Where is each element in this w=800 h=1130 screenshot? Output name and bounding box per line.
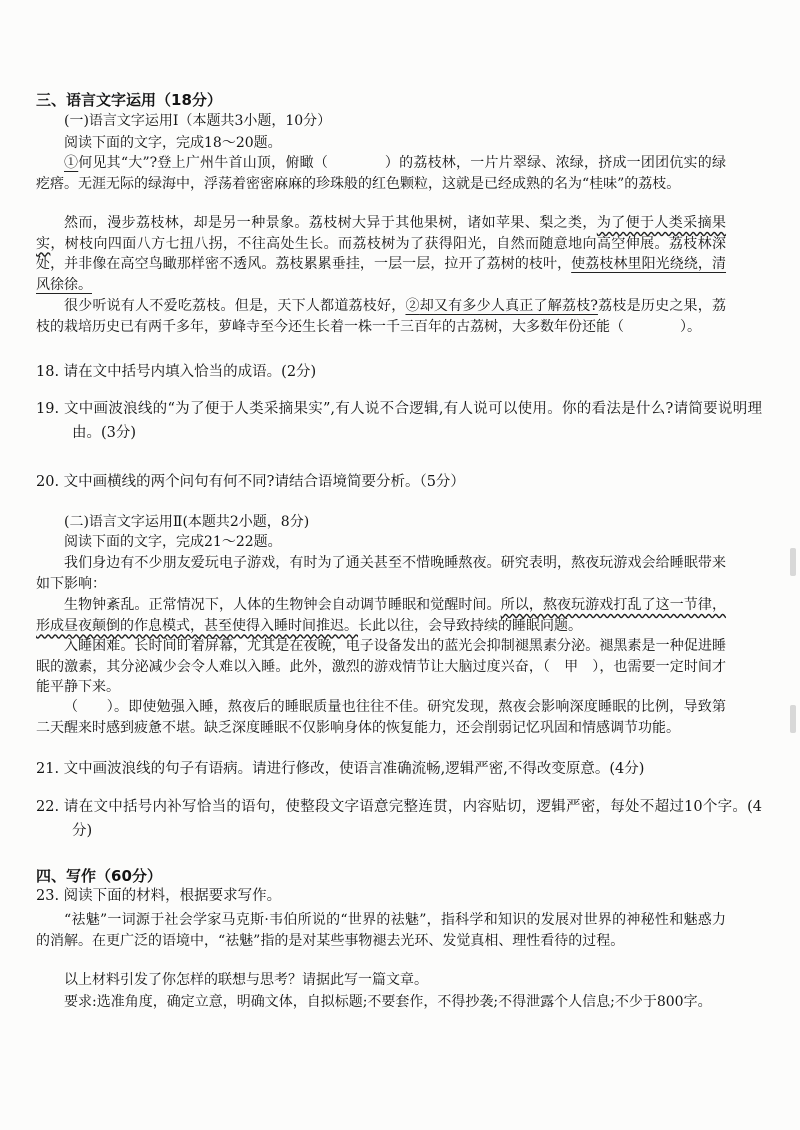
- part2-p2-before: 生物钟紊乱。正常情况下，人体的生物钟会自动调节睡眠和觉醒时间。: [64, 597, 501, 613]
- part1-p2-before: 然而，漫步荔枝林，却是另一种景象。荔枝树大异于其他果树，诸如苹果、梨之类，: [64, 215, 597, 231]
- marker-1-underlined: [64, 155, 78, 171]
- part1-p2-after: ，树枝向四面八方七扭八拐，不往高处生长。而荔枝树为了获得阳光，自然而随意地向高空伸展。荔枝林深处，并非像在高空鸟瞰那样密不透风。荔枝累累垂挂，一层一层，拉开了荔树的枝叶，: [36, 235, 727, 272]
- part1-paragraph-2: [36, 213, 726, 295]
- underlined-question-2: [405, 298, 597, 314]
- part2-paragraph-1: 我们身边有不少朋友爱玩电子游戏，有时为了通关甚至不惜晚睡熬夜。研究表明，熬夜玩游戏会给睡眠带来如下影响：: [36, 555, 726, 592]
- writing-prompt: 以上材料引发了你怎样的联想与思考？请据此写一篇文章。: [64, 972, 428, 988]
- part1-paragraph-1: [36, 153, 726, 194]
- part2-p2-after: 长此以往，会导致持续的睡眠问题。: [358, 617, 582, 634]
- wavy-sentence-21: 所以，熬夜玩游戏打乱了这一节律，形成昼夜颠倒的作息模式，甚至使得入睡时间推迟。: [36, 597, 727, 634]
- wavy-phrase-1: 为了便于人类采摘果实: [36, 215, 727, 252]
- question-19: 19. 文中画波浪线的“为了便于人类采摘果实”,有人说不合逻辑,有人说可以使用。你的看法是什么?请简要说明理由。(3分): [36, 401, 762, 441]
- section4-heading: 四、写作（60分）: [36, 867, 162, 885]
- marker-2: ②: [405, 298, 420, 314]
- question-18: 18. 请在文中括号内填入恰当的成语。(2分): [36, 364, 317, 380]
- question-21: 21. 文中画波浪线的句子有语病。请进行修改，使语言准确流畅,逻辑严密,不得改变原意。(4分): [36, 761, 645, 777]
- part1-title: (一)语言文字运用Ⅰ（本题共3小题，10分）: [64, 113, 332, 129]
- writing-material: “祛魅”一词源于社会学家马克斯·韦伯所说的“世界的祛魅”，指科学和知识的发展对世界的神秘性和魅惑力的消解。在更广泛的语境中，“祛魅”指的是对某些事物褪去光环、发觉真相、理性看待的过程。: [36, 912, 726, 949]
- part2-title: (二)语言文字运用Ⅱ(本题共2小题，8分): [64, 514, 310, 530]
- part1-p3-before: 很少听说有人不爱吃荔枝。但是，天下人都道荔枝好，: [64, 298, 406, 314]
- underlined-sentence-p2: 使荔枝林里阳光绕绕，清风徐徐。: [36, 256, 727, 293]
- underlined-question-2-text: 却又有多少人真正了解荔枝?: [419, 298, 598, 314]
- question-20: 20. 文中画横线的两个问句有何不同?请结合语境简要分析。（5分）: [36, 474, 465, 490]
- part2-instruction: 阅读下面的文字，完成21～22题。: [64, 534, 282, 550]
- binding-mark: [790, 548, 796, 576]
- question-23: 23. 阅读下面的材料，根据要求写作。: [36, 888, 282, 904]
- part2-paragraph-4: （ ）。即使勉强入睡，熬夜后的睡眠质量也往往不佳。研究发现，熬夜会影响深度睡眠的比例，导致第二天醒来时感到疲惫不堪。缺乏深度睡眠不仅影响身体的恢复能力，还会削弱记忆巩固和情感调节功能。: [36, 699, 726, 736]
- part1-p3-after: 荔枝是历史之果，荔枝的栽培历史已有两千多年，萝峰寺至今还生长着一株一千三百年的古荔树，大多数年份还能（ ）。: [36, 298, 727, 335]
- section3-heading: 三、语言文字运用（18分）: [36, 91, 222, 109]
- marker-1: ①: [64, 155, 79, 171]
- part2-paragraph-2: [36, 595, 726, 636]
- part2-paragraph-3: 入睡困难。长时间盯着屏幕，尤其是在夜晚，电子设备发出的蓝光会抑制褪黑素分泌。褪黑素是一种促进睡眠的激素，其分泌减少会令人难以入睡。此外，激烈的游戏情节让大脑过度兴奋，（ 甲 ），也需要一定时间才能平静下来。: [36, 638, 726, 695]
- part1-instruction: 阅读下面的文字，完成18～20题。: [64, 135, 282, 151]
- binding-mark: [790, 705, 796, 733]
- part1-p1-text: 何见其“大”?登上广州牛首山顶，俯瞰（ ）的荔枝林，一片片翠绿、浓绿，挤成一团团伉实的绿疙瘩。无涯无际的绿海中，浮荡着密密麻麻的珍珠般的红色颗粒，这就是已经成熟的名为“桂味”的荔枝。: [36, 155, 727, 192]
- part1-paragraph-3: [36, 296, 726, 337]
- question-22: 22. 请在文中括号内补写恰当的语句，使整段文字语意完整连贯，内容贴切，逻辑严密，每处不超过10个字。(4分): [36, 799, 762, 839]
- writing-requirements: 要求:选准角度，确定立意，明确文体，自拟标题;不要套作，不得抄袭;不得泄露个人信息;不少于800字。: [64, 994, 712, 1010]
